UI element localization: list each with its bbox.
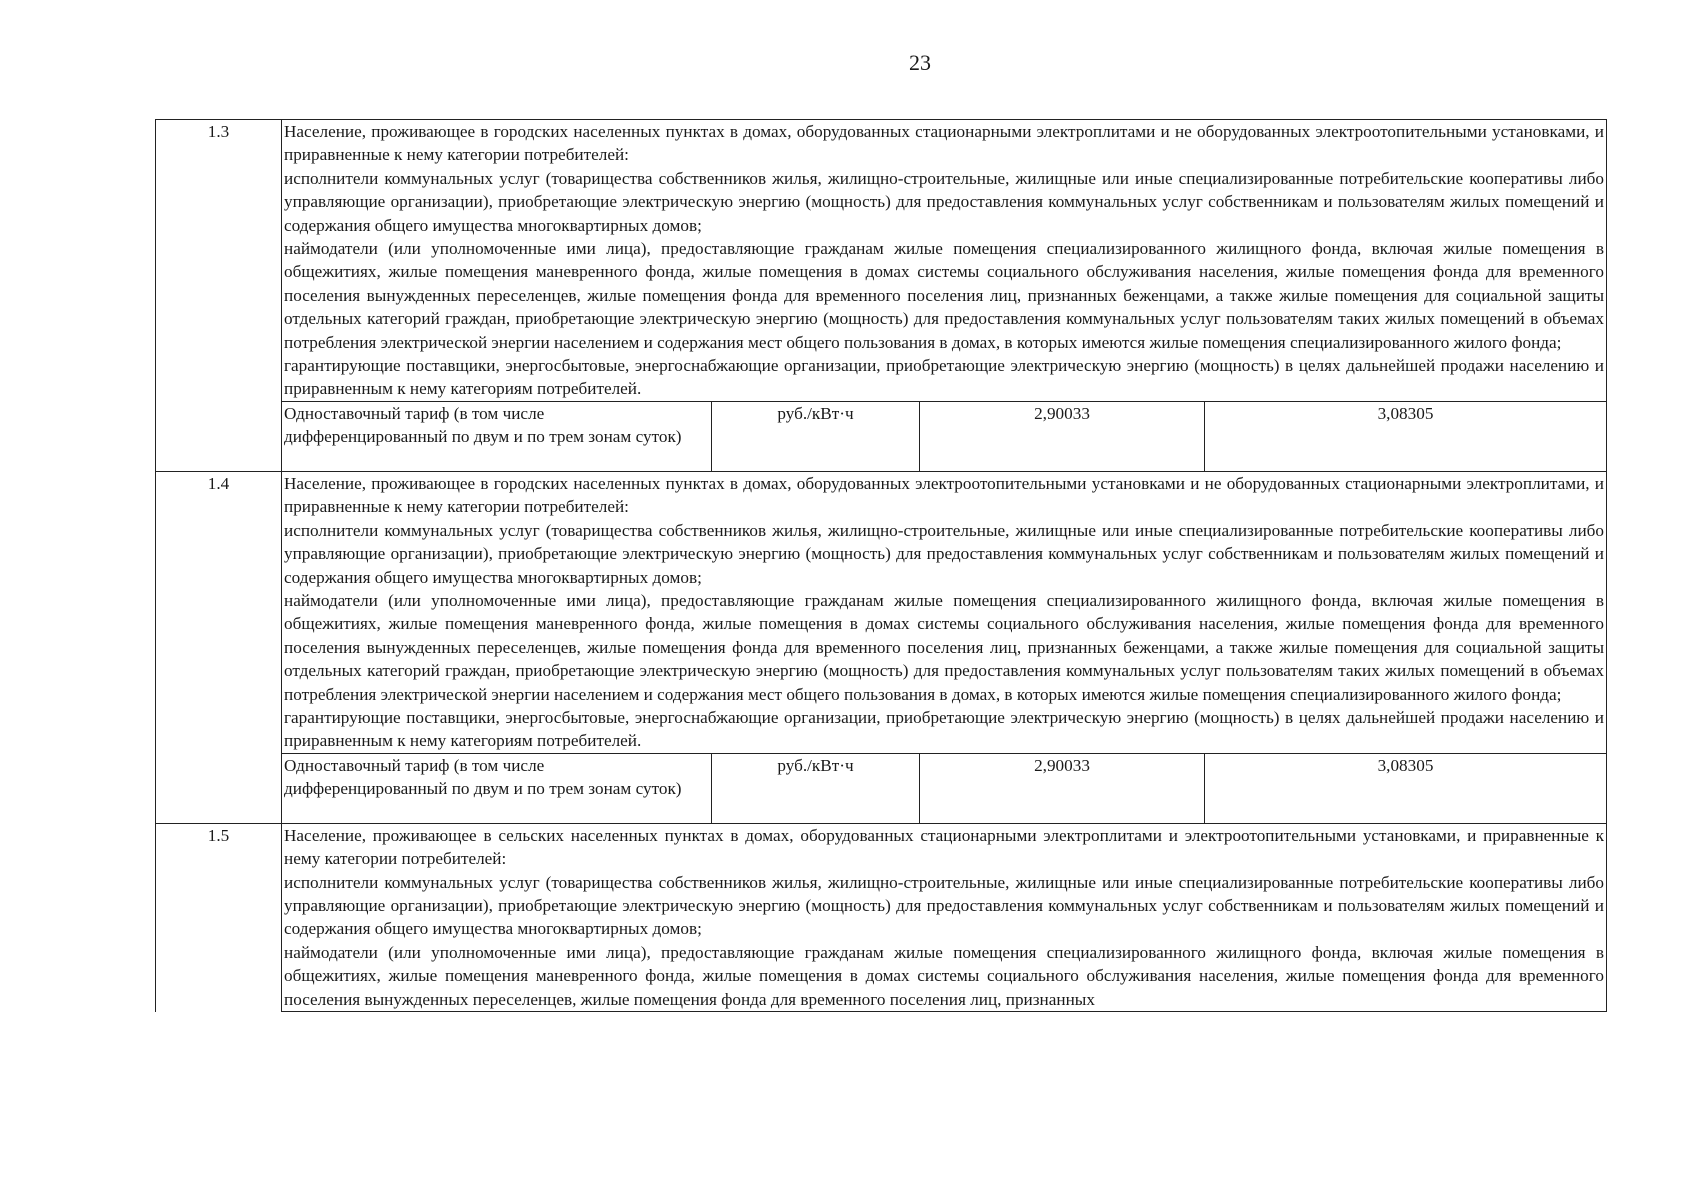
section-paragraph: наймодатели (или уполномоченные ими лица), предоставляющие гражданам жилые помещения специализированного жилищного фонда, включая жилые помещения в общежитиях, жилые помещения маневренного фонда, жилые помещения в домах системы социального обслуживания населения, жилые помещения фонда для временного поселения вынужденных переселенцев, жилые помещения фонда для временного поселения лиц, признанных беженцами, а также жилые помещения для социальной защиты отдельных категорий граждан, приобретающие электрическую энергию (мощность) для предоставления коммунальных услуг пользователям таких жилых помещений в объемах потребления электрической энергии населением и содержания мест общего пользования в домах, в которых имеются жилые помещения специализированного жилого фонда; (284, 590, 1604, 704)
tariff-unit: руб./кВт·ч (712, 753, 920, 823)
section-paragraph: Население, проживающее в городских населенных пунктах в домах, оборудованных стационарными электроплитами и не оборудованных электроотопительными установками, и приравненные к нему категории потребителей: (284, 122, 1604, 165)
section-row (156, 471, 1607, 753)
page-number: 23 (909, 50, 931, 75)
section-number: 1.4 (156, 471, 282, 823)
section-paragraph: исполнители коммунальных услуг (товарищества собственников жилья, жилищно-строительные, жилищные или иные специализированные потребительские кооперативы либо управляющие организации), приобретающие электрическую энергию (мощность) для предоставления коммунальных услуг собственникам и пользователям жилых помещений и содержания общего имущества многоквартирных домов; (284, 872, 1604, 939)
section-description (282, 471, 1607, 753)
tariff-row (156, 753, 1607, 823)
tariff-value-second: 3,08305 (1205, 401, 1607, 471)
section-description (282, 823, 1607, 1011)
section-number: 1.3 (156, 120, 282, 472)
tariff-row (156, 401, 1607, 471)
tariff-table (155, 119, 1607, 1012)
section-row (156, 823, 1607, 1011)
section-paragraph: наймодатели (или уполномоченные ими лица), предоставляющие гражданам жилые помещения специализированного жилищного фонда, включая жилые помещения в общежитиях, жилые помещения маневренного фонда, жилые помещения в домах системы социального обслуживания населения, жилые помещения фонда для временного поселения вынужденных переселенцев, жилые помещения фонда для временного поселения лиц, признанных беженцами, а также жилые помещения для социальной защиты отдельных категорий граждан, приобретающие электрическую энергию (мощность) для предоставления коммунальных услуг пользователям таких жилых помещений в объемах потребления электрической энергии населением и содержания мест общего пользования в домах, в которых имеются жилые помещения специализированного жилого фонда; (284, 239, 1604, 352)
section-paragraph: исполнители коммунальных услуг (товарищества собственников жилья, жилищно-строительные, жилищные или иные специализированные потребительские кооперативы либо управляющие организации), приобретающие электрическую энергию (мощность) для предоставления коммунальных услуг собственникам и пользователям жилых помещений и содержания общего имущества многоквартирных домов; (284, 520, 1604, 587)
section-paragraph: исполнители коммунальных услуг (товарищества собственников жилья, жилищно-строительные, жилищные или иные специализированные потребительские кооперативы либо управляющие организации), приобретающие электрическую энергию (мощность) для предоставления коммунальных услуг собственникам и пользователям жилых помещений и содержания общего имущества многоквартирных домов; (284, 168, 1604, 235)
section-row (156, 120, 1607, 402)
section-paragraph: Население, проживающее в сельских населенных пунктах в домах, оборудованных стационарными электроплитами и электроотопительными установками, и приравненные к нему категории потребителей: (284, 825, 1604, 869)
section-paragraph: Население, проживающее в городских населенных пунктах в домах, оборудованных электроотопительными установками и не оборудованных стационарными электроплитами, и приравненные к нему категории потребителей: (284, 473, 1604, 517)
section-paragraph: гарантирующие поставщики, энергосбытовые, энергоснабжающие организации, приобретающие электрическую энергию (мощность) в целях дальнейшей продажи населению и приравненным к нему категориям потребителей. (284, 707, 1604, 751)
tariff-name: Одноставочный тариф (в том числе дифференцированный по двум и по трем зонам суток) (282, 753, 712, 823)
section-description (282, 120, 1607, 402)
section-number: 1.5 (156, 823, 282, 1011)
tariff-unit: руб./кВт·ч (712, 401, 920, 471)
tariff-value-first: 2,90033 (920, 753, 1205, 823)
tariff-value-first: 2,90033 (920, 401, 1205, 471)
section-paragraph: наймодатели (или уполномоченные ими лица), предоставляющие гражданам жилые помещения специализированного жилищного фонда, включая жилые помещения в общежитиях, жилые помещения маневренного фонда, жилые помещения в домах системы социального обслуживания населения, жилые помещения фонда для временного поселения вынужденных переселенцев, жилые помещения фонда для временного поселения лиц, признанных (284, 942, 1604, 1009)
tariff-name: Одноставочный тариф (в том числе дифференцированный по двум и по трем зонам суток) (282, 401, 712, 471)
tariff-value-second: 3,08305 (1205, 753, 1607, 823)
section-paragraph: гарантирующие поставщики, энергосбытовые, энергоснабжающие организации, приобретающие электрическую энергию (мощность) в целях дальнейшей продажи населению и приравненным к нему категориям потребителей. (284, 356, 1604, 399)
